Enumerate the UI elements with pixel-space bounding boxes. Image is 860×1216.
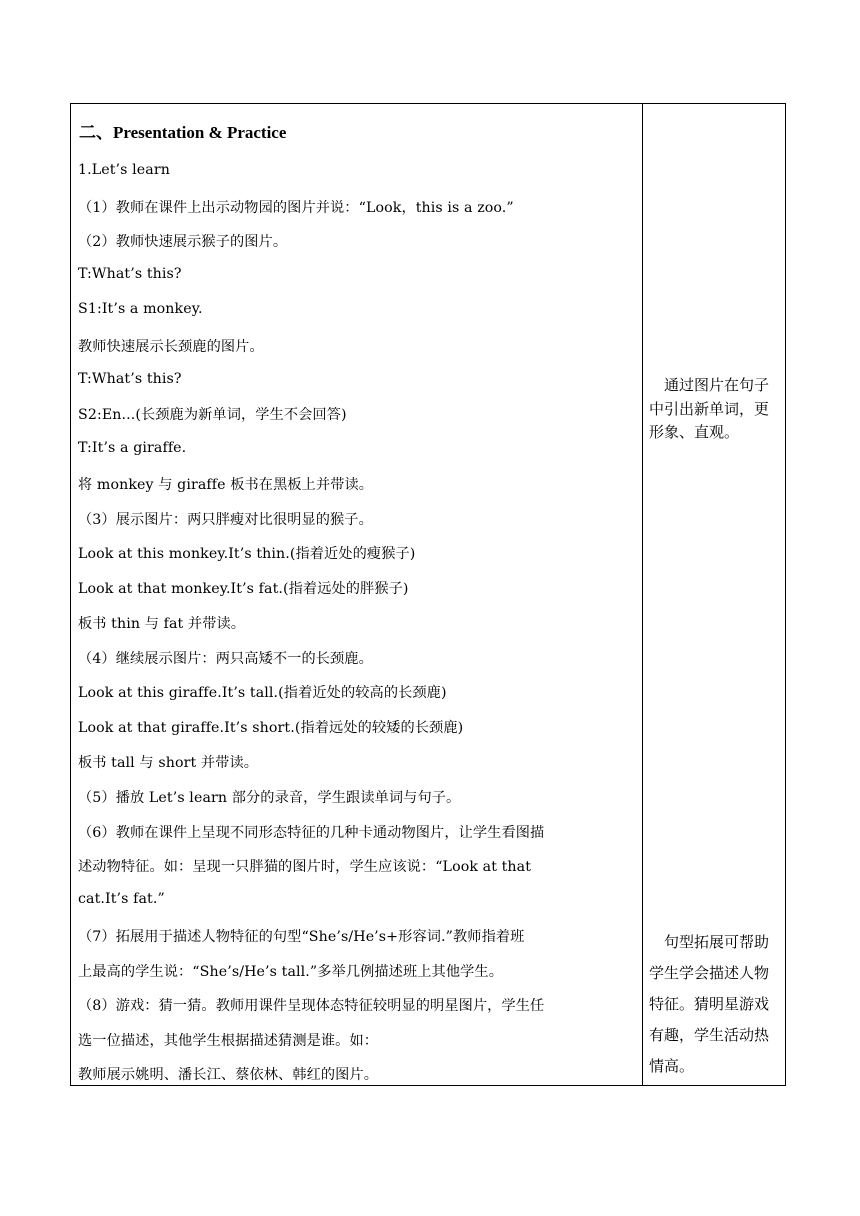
text-line: 1.Let’s learn (78, 162, 170, 178)
text-line: （3）展示图片：两只胖瘦对比很明显的猴子。 (78, 512, 373, 528)
text-line: T:What’s this? (78, 266, 182, 282)
text-line: （5）播放 Let’s learn 部分的录音，学生跟读单词与句子。 (78, 790, 461, 806)
text-line: （7）拓展用于描述人物特征的句型“She’s/He’s+形容词.”教师指着班 (78, 929, 525, 945)
text-line: T:It’s a giraffe. (78, 440, 187, 456)
text-line: T:What’s this? (78, 371, 182, 387)
side-note-sentence-pattern: 句型拓展可帮助学生学会描述人物特征。猜明星游戏有趣，学生活动热情高。 (649, 933, 770, 1075)
text-line: Look at this monkey.It’s thin.(指着近处的瘦猴子) (78, 546, 416, 562)
text-line: （4）继续展示图片：两只高矮不一的长颈鹿。 (78, 651, 373, 667)
side-note-new-words: 通过图片在句子中引出新单词，更形象、直观。 (649, 376, 770, 441)
text-line: 上最高的学生说：“She’s/He’s tall.”多举几例描述班上其他学生。 (78, 964, 503, 980)
section-heading: 二、Presentation & Practice (79, 123, 287, 142)
text-line: 选一位描述，其他学生根据描述猜测是谁。如： (78, 1033, 379, 1049)
text-line: Look at this giraffe.It’s tall.(指着近处的较高的长颈鹿) (78, 685, 447, 701)
text-line: （2）教师快速展示猴子的图片。 (78, 234, 288, 250)
text-line: （6）教师在课件上呈现不同形态特征的几种卡通动物图片，让学生看图描 (78, 825, 545, 841)
text-line: S2:En...(长颈鹿为新单词，学生不会回答) (78, 407, 347, 423)
text-line: 教师展示姚明、潘长江、蔡依林、韩红的图片。 (78, 1067, 379, 1083)
text-line: （8）游戏：猜一猜。教师用课件呈现体态特征较明显的明星图片，学生任 (78, 998, 545, 1014)
text-line: 板书 tall 与 short 并带读。 (78, 755, 259, 771)
text-line: cat.It’s fat.” (78, 891, 165, 907)
text-line: Look at that giraffe.It’s short.(指着远处的较矮的长颈鹿) (78, 720, 464, 736)
text-line: 述动物特征。如：呈现一只胖猫的图片时，学生应该说：“Look at that (78, 859, 532, 875)
text-line: （1）教师在课件上出示动物园的图片并说：“Look，this is a zoo.” (78, 200, 514, 216)
text-line: 将 monkey 与 giraffe 板书在黑板上并带读。 (78, 477, 374, 493)
text-line: S1:It’s a monkey. (78, 301, 203, 317)
text-line: 板书 thin 与 fat 并带读。 (78, 616, 246, 632)
column-divider (642, 104, 643, 1085)
text-line: 教师快速展示长颈鹿的图片。 (78, 339, 264, 355)
text-line: Look at that monkey.It’s fat.(指着远处的胖猴子) (78, 581, 409, 597)
